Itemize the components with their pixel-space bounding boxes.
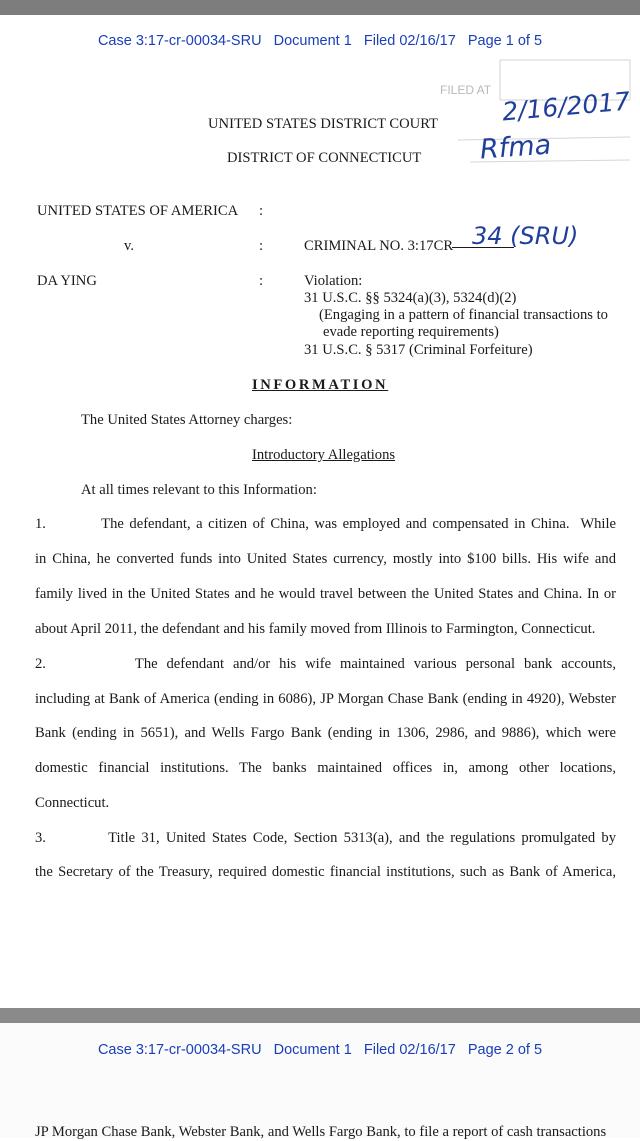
paragraph-1-line: in China, he converted funds into United States currency, mostly into $100 bills. His wife and — [35, 551, 616, 567]
top-page-edge-bar — [0, 0, 640, 15]
paragraph-2-line: 2. The defendant and/or his wife maintained various personal bank accounts, — [35, 656, 616, 672]
paragraph-3-line: 3. Title 31, United States Code, Section 5313(a), and the regulations promulgated by — [35, 830, 616, 846]
clerk-filed-stamp — [440, 52, 640, 182]
page-2 — [0, 1023, 640, 1138]
caption-plaintiff: UNITED STATES OF AMERICA — [37, 203, 239, 219]
page-break-bar — [0, 1008, 640, 1023]
court-district: DISTRICT OF CONNECTICUT — [227, 150, 422, 166]
handwritten-filing-date: 2/16/2017 — [500, 86, 632, 127]
paragraph-1-line: 1. The defendant, a citizen of China, was employed and compensated in China. While — [35, 516, 616, 532]
document-title: INFORMATION — [252, 377, 389, 393]
page-1-ecf-header: Case 3:17-cr-00034-SRU Document 1 Filed 02/16/17 Page 1 of 5 — [97, 33, 543, 49]
paragraph-3-line: the Secretary of the Treasury, required domestic financial institutions, such as Bank of America, — [35, 864, 616, 880]
section-heading: Introductory Allegations — [252, 447, 396, 463]
handwritten-initials-signature: Rfma — [479, 129, 553, 166]
caption-versus: v. — [124, 238, 134, 254]
paragraph-2-line: Bank (ending in 5651), and Wells Fargo Bank (ending in 1306, 2986, and 9886), which were — [35, 725, 616, 741]
page-2-first-line: JP Morgan Chase Bank, Webster Bank, and Wells Fargo Bank, to file a report of cash transactions — [35, 1124, 607, 1140]
violation-label: Violation: — [304, 273, 363, 289]
violation-line: 31 U.S.C. §§ 5324(a)(3), 5324(d)(2) — [304, 290, 517, 306]
paragraph-2-line: domestic financial institutions. The banks maintained offices in, among other locations, — [35, 760, 616, 776]
paragraph-2-line: Connecticut. — [35, 795, 110, 811]
paragraph-1-line: family lived in the United States and he would travel between the United States and China. In or — [35, 586, 616, 602]
paragraph-2-line: including at Bank of America (ending in 6086), JP Morgan Chase Bank (ending in 4920), Webster — [35, 691, 616, 707]
violation-line: evade reporting requirements) — [323, 324, 499, 340]
relevant-times-line: At all times relevant to this Information: — [81, 482, 317, 498]
stamp-filed-text: FILED AT — [440, 83, 492, 97]
caption-colon: : — [259, 203, 264, 219]
caption-colon: : — [259, 273, 264, 289]
caption-defendant: DA YING — [37, 273, 97, 289]
charges-intro: The United States Attorney charges: — [81, 412, 293, 428]
handwritten-case-number: 34 (SRU) — [472, 222, 579, 250]
violation-line: 31 U.S.C. § 5317 (Criminal Forfeiture) — [304, 342, 533, 358]
paragraph-1-line: about April 2011, the defendant and his family moved from Illinois to Farmington, Connecticut. — [35, 621, 596, 637]
court-name: UNITED STATES DISTRICT COURT — [208, 116, 438, 132]
violation-line: (Engaging in a pattern of financial transactions to — [319, 307, 608, 323]
page-2-ecf-header: Case 3:17-cr-00034-SRU Document 1 Filed 02/16/17 Page 2 of 5 — [97, 1042, 543, 1058]
criminal-number-label: CRIMINAL NO. 3:17CR — [304, 238, 454, 254]
caption-colon: : — [259, 238, 264, 254]
